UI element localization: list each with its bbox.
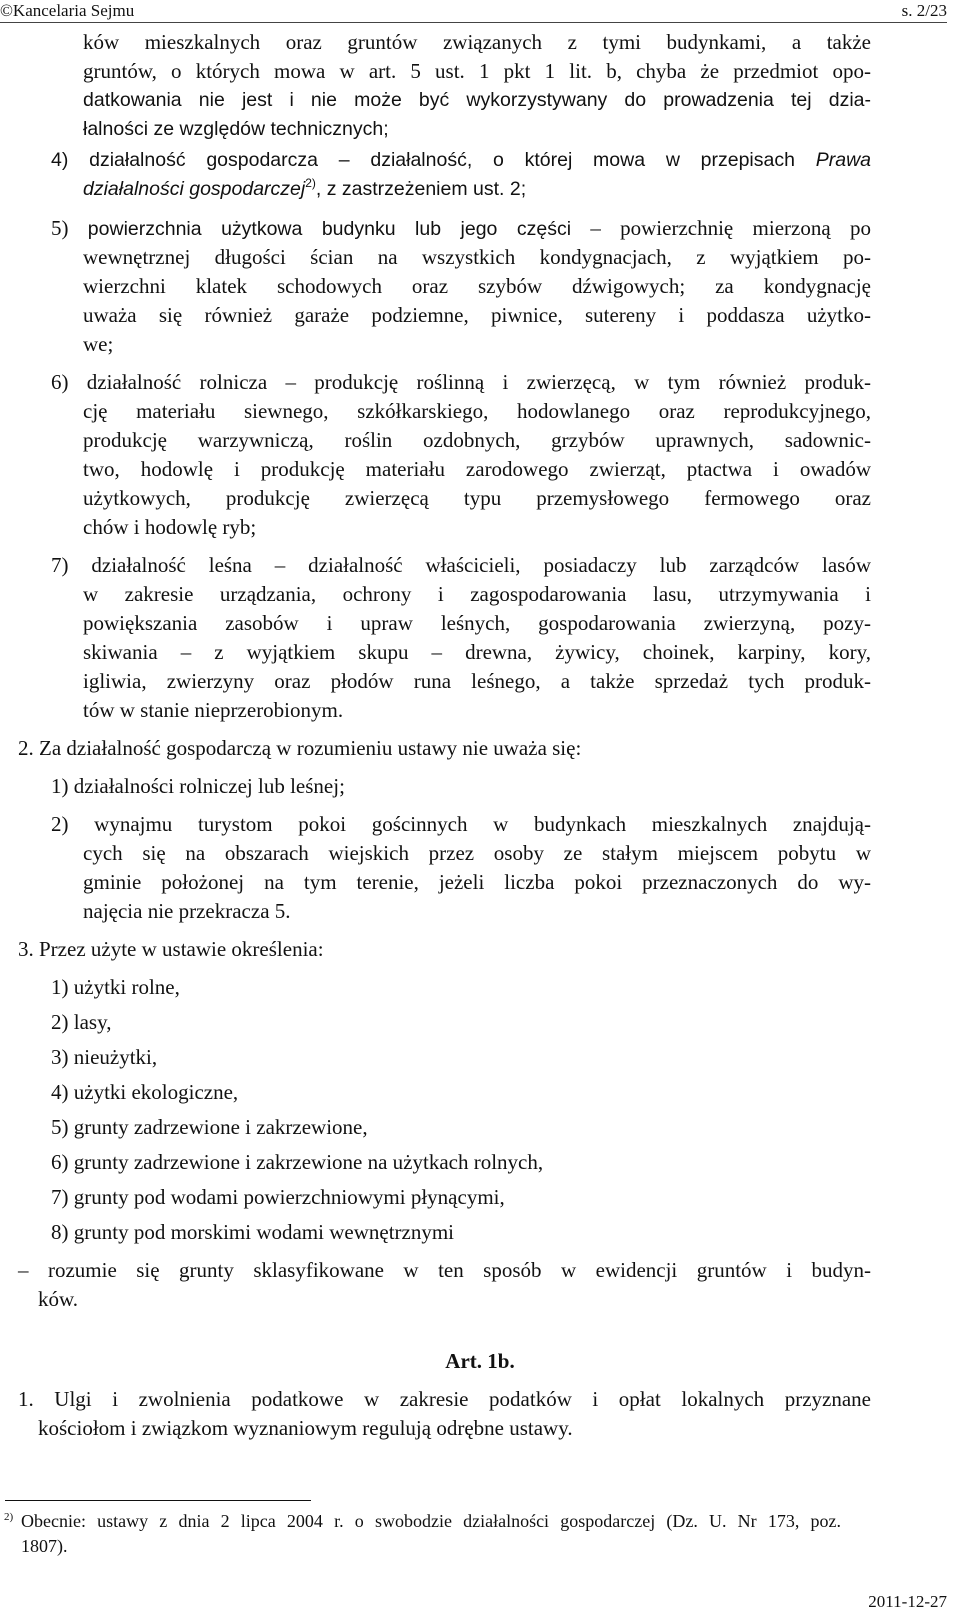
item-4-italic-2: działalności gospodarczej	[83, 178, 306, 200]
text-line: 7) działalność leśna – działalność właścicieli, posiadaczy lub zarządców lasów	[51, 553, 871, 577]
text-line: datkowania nie jest i nie może być wykorzystywany do prowadzenia tej dzia-	[83, 89, 871, 111]
item-5-term: powierzchnia użytkowa budynku lub jego części	[87, 218, 572, 240]
header-copyright: ©Kancelaria Sejmu	[0, 1, 135, 20]
item-4-line-1	[51, 146, 871, 175]
text-line: kościołom i związkom wyznaniowym regulują odrębne ustawy.	[38, 1416, 573, 1440]
text-line: 2) lasy,	[51, 1010, 112, 1034]
header-divider	[0, 22, 947, 23]
footnote-line-2: 1807).	[21, 1536, 68, 1556]
text-line: uważa się również garaże podziemne, piwnice, sutereny i poddasza użytko-	[83, 303, 871, 327]
footnote-line-1: Obecnie: ustawy z dnia 2 lipca 2004 r. o swobodzie działalności gospodarczej (Dz. U. Nr 173, poz.	[21, 1511, 841, 1531]
text-line: 6) działalność rolnicza – produkcję roślinną i zwierzęcą, w tym również produk-	[51, 370, 871, 394]
footnote-divider	[5, 1500, 311, 1501]
text-line: wierzchni klatek schodowych oraz szybów dźwigowych; za kondygnację	[83, 274, 871, 298]
text-line: najęcia nie przekracza 5.	[83, 899, 291, 923]
text-line: 3. Przez użyte w ustawie określenia:	[18, 937, 324, 961]
text-line: 3) nieużytki,	[51, 1045, 158, 1069]
item-5-line-1	[51, 214, 871, 244]
text-line: 4) użytki ekologiczne,	[51, 1080, 239, 1104]
text-line: powiększania zasobów i upraw leśnych, gospodarowania zwierzyną, pozy-	[83, 611, 871, 635]
text-line: gminie położonej na tym terenie, jeżeli liczba pokoi przeznaczonych do wy-	[83, 870, 871, 894]
text-line: 5) grunty zadrzewione i zakrzewione,	[51, 1115, 368, 1139]
text-line: ków.	[38, 1287, 79, 1311]
item-4-italic: Prawa	[815, 149, 871, 171]
text-line: 6) grunty zadrzewione i zakrzewione na użytkach rolnych,	[51, 1150, 544, 1174]
document-date: 2011-12-27	[868, 1592, 947, 1611]
text-line: cję materiału siewnego, szkółkarskiego, hodowlanego oraz reprodukcyjnego,	[83, 399, 871, 423]
item-4-line-2	[83, 175, 526, 204]
text-line: w zakresie urządzania, ochrony i zagospodarowania lasu, utrzymywania i	[83, 582, 871, 606]
text-line: cych się na obszarach wiejskich przez osoby ze stałym miejscem pobytu w	[83, 841, 871, 865]
text-line: 8) grunty pod morskimi wodami wewnętrznymi	[51, 1220, 455, 1244]
text-line: 1. Ulgi i zwolnienia podatkowe w zakresie podatków i opłat lokalnych przyznane	[18, 1387, 871, 1411]
text-line: we;	[83, 332, 114, 356]
text-line: łalności ze względów technicznych;	[83, 118, 389, 140]
text-line: 2. Za działalność gospodarczą w rozumieniu ustawy nie uważa się:	[18, 736, 582, 760]
text-line: 2) wynajmu turystom pokoi gościnnych w budynkach mieszkalnych znajdują-	[51, 812, 871, 836]
item-4-text: 4) działalność gospodarcza – działalność, o której mowa w przepisach	[51, 149, 816, 171]
text-line: użytkowych, produkcję zwierzęcą typu przemysłowego fermowego oraz	[83, 486, 871, 510]
item-5-text: powierzchnię mierzoną po	[620, 216, 871, 240]
text-line: – rozumie się grunty sklasyfikowane w ten sposób w ewidencji gruntów i budyn-	[18, 1258, 871, 1282]
article-title: Art. 1b.	[445, 1349, 515, 1373]
text-line: ków mieszkalnych oraz gruntów związanych z tymi budynkami, a także	[83, 30, 871, 54]
text-line: 7) grunty pod wodami powierzchniowymi płynącymi,	[51, 1185, 505, 1209]
item-5-dash: –	[571, 216, 621, 240]
text-line: 1) działalności rolniczej lub leśnej;	[51, 774, 345, 798]
text-line: tów w stanie nieprzerobionym.	[83, 698, 344, 722]
text-line: two, hodowlę i produkcję materiału zarodowego zwierząt, ptactwa i owadów	[83, 457, 871, 481]
text-line: produkcję warzywniczą, roślin ozdobnych, grzybów uprawnych, sadownic-	[83, 428, 871, 452]
item-4-text-2: , z zastrzeżeniem ust. 2;	[315, 178, 527, 200]
item-5-label: 5)	[51, 216, 88, 240]
text-line: gruntów, o których mowa w art. 5 ust. 1 pkt 1 lit. b, chyba że przedmiot opo-	[83, 59, 871, 83]
footnote-mark: 2)	[4, 1511, 14, 1523]
footnote-ref[interactable]: 2)	[305, 176, 316, 190]
text-line: chów i hodowlę ryb;	[83, 515, 257, 539]
text-line: 1) użytki rolne,	[51, 975, 180, 999]
text-line: igliwia, zwierzyny oraz płodów runa leśnego, a także sprzedaż tych produk-	[83, 669, 871, 693]
text-line: wewnętrznej długości ścian na wszystkich kondygnacjach, z wyjątkiem po-	[83, 245, 871, 269]
text-line: skiwania – z wyjątkiem skupu – drewna, żywicy, choinek, karpiny, kory,	[83, 640, 871, 664]
header-page-number: s. 2/23	[901, 1, 947, 20]
